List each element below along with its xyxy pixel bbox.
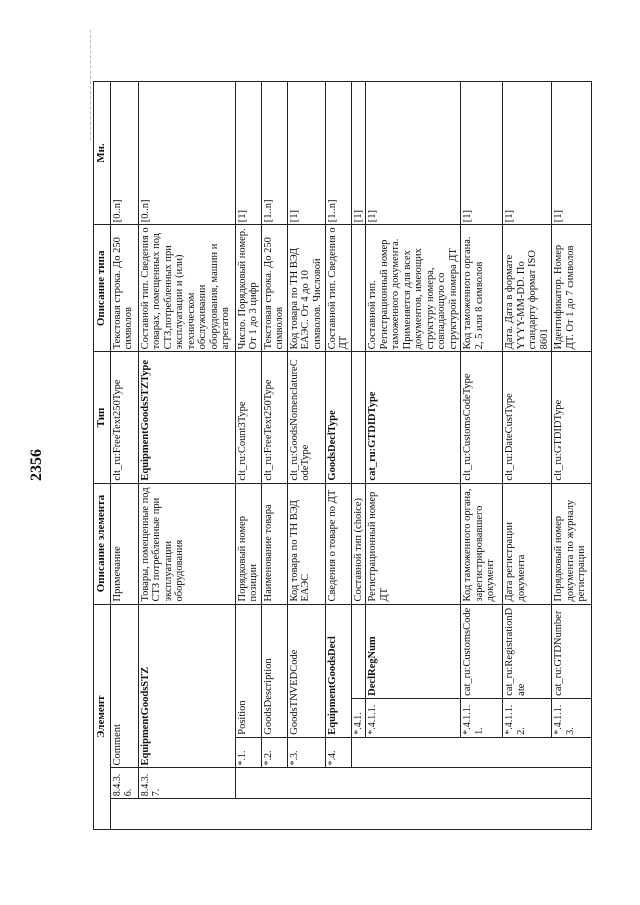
row-element-desc: Товары, помещенные под СТЗ потребленные при эксплуатации оборудования [138, 483, 235, 604]
row-element-desc: Код таможенного органа, зарегистрировавшего документ [461, 483, 503, 604]
header-row [94, 51, 111, 830]
header-mult: Мн. [94, 81, 111, 225]
element-table [93, 50, 592, 830]
row-number: *.2. [261, 737, 287, 768]
row-element-desc: Составной тип (choice) [351, 483, 366, 604]
row-element-name: DeclRegNum [366, 604, 461, 698]
table-row [503, 51, 552, 830]
row-type: clt_ru:DateCustType [503, 352, 552, 483]
row-element-desc: Примечание [110, 483, 138, 604]
row-mult: [0..n] [110, 81, 138, 225]
row-element-name: cat_ru:GTDNumber [552, 604, 592, 698]
row-element-desc: Сведения о товаре по ДТ [325, 483, 351, 604]
row-element-desc: Код товара по ТН ВЭД ЕАЭС [287, 483, 325, 604]
row-element-name: Comment [110, 604, 138, 768]
row-number: *.4.1.1.2. [503, 698, 552, 737]
table-row [366, 51, 461, 830]
header-type: Тип [94, 352, 111, 483]
row-number: *.4.1.1. [366, 698, 461, 737]
row-mult: [1] [503, 81, 552, 225]
row-type-desc: Код товара по ТН ВЭД ЕАЭС. От 4 до 10 символов. Числовой [287, 225, 325, 352]
row-number: *.4.1. [351, 698, 366, 737]
row-element-name: Position [235, 604, 261, 737]
row-number: 8.4.3.7. [138, 768, 235, 799]
row-mult: [0..n] [138, 81, 235, 225]
row-element-name: GoodsTNVEDCode [287, 604, 325, 737]
row-mult: [1] [366, 81, 461, 225]
row-mult: [1] [552, 81, 592, 225]
row-element-desc: Порядковый номер позиции [235, 483, 261, 604]
row-number: *.4.1.1.1. [461, 698, 503, 737]
table-row [138, 51, 235, 830]
header-element: Элемент [94, 604, 111, 829]
row-type-desc: Дата. Дата в формате YYYY-MM-DD. По стандарту формат ISO 8601 [503, 225, 552, 352]
row-number: *.4. [325, 737, 351, 768]
table-row [325, 51, 351, 830]
row-number: 8.4.3.6. [110, 768, 138, 799]
row-type: clt_ru:GTDIDType [552, 352, 592, 483]
row-element-name [351, 604, 366, 698]
row-type-desc: Текстовая строка. До 250 символов [261, 225, 287, 352]
row-type-desc: Составной тип. Регистрационный номер таможенного документа. Применяется для всех документов, имеющих структуру номера, совпадающую со структурой номера ДТ [366, 225, 461, 352]
row-element-name: cat_ru:RegistrationDate [503, 604, 552, 698]
row-mult: [1..n] [261, 81, 287, 225]
row-type: clt_ru:FreeText250Type [261, 352, 287, 483]
table-row [235, 51, 261, 830]
row-type-desc: Составной тип. Сведения о товарах, помещенных под СТЗ,потребленных при эксплуатации и (или) техническом обслуживании оборудования, машин и агрегатов [138, 225, 235, 352]
page-number: 2356 [28, 449, 45, 481]
row-mult: [1] [287, 81, 325, 225]
header-type-desc: Описание типа [94, 225, 111, 352]
table-row [351, 51, 366, 830]
header-element-desc: Описание элемента [94, 483, 111, 604]
table-row [461, 51, 503, 830]
row-element-name: EquipmentGoodsDecl [325, 604, 351, 737]
row-type-desc: Текстовая строка. До 250 символов [110, 225, 138, 352]
row-number: *.1. [235, 737, 261, 768]
row-type-desc: Составной тип. Сведения о ДТ [325, 225, 351, 352]
row-type-desc: Число. Порядковый номер. От 1 до 3 цифр [235, 225, 261, 352]
row-number: *.3. [287, 737, 325, 768]
row-type: GoodsDeclType [325, 352, 351, 483]
row-element-desc: Дата регистрации документа [503, 483, 552, 604]
row-type-desc: Код таможенного органа. 2, 5 или 8 символов [461, 225, 503, 352]
row-type-desc: Идентификатор. Номер ДТ. От 1 до 7 символов [552, 225, 592, 352]
table-row [261, 51, 287, 830]
table-row [110, 51, 138, 830]
row-type: clt_ru:Count3Type [235, 352, 261, 483]
row-mult: [1] [351, 81, 366, 225]
row-element-name: cat_ru:CustomsCode [461, 604, 503, 698]
row-mult: [1] [235, 81, 261, 225]
row-element-desc: Порядковый номер документа по журналу регистрации [552, 483, 592, 604]
row-element-name: GoodsDescription [261, 604, 287, 737]
row-type-desc [351, 225, 366, 352]
row-element-desc: Наименование товара [261, 483, 287, 604]
row-type: clt_ru:GoodsNomenclatureCodeType [287, 352, 325, 483]
row-type: EquipmentGoodsSTZType [138, 352, 235, 483]
row-type: cat_ru:GTDIDType [366, 352, 461, 483]
row-type: clt_ru:CustomsCodeType [461, 352, 503, 483]
row-mult: [1] [461, 81, 503, 225]
row-type [351, 352, 366, 483]
row-mult: [1..n] [325, 81, 351, 225]
row-element-name: EquipmentGoodsSTZ [138, 604, 235, 768]
row-number: *.4.1.1.3. [552, 698, 592, 737]
row-type: clt_ru:FreeText250Type [110, 352, 138, 483]
table-row [552, 51, 592, 830]
table-row [287, 51, 325, 830]
rotated-table-container [93, 50, 598, 830]
row-element-desc: Регистрационный номер ДТ [366, 483, 461, 604]
